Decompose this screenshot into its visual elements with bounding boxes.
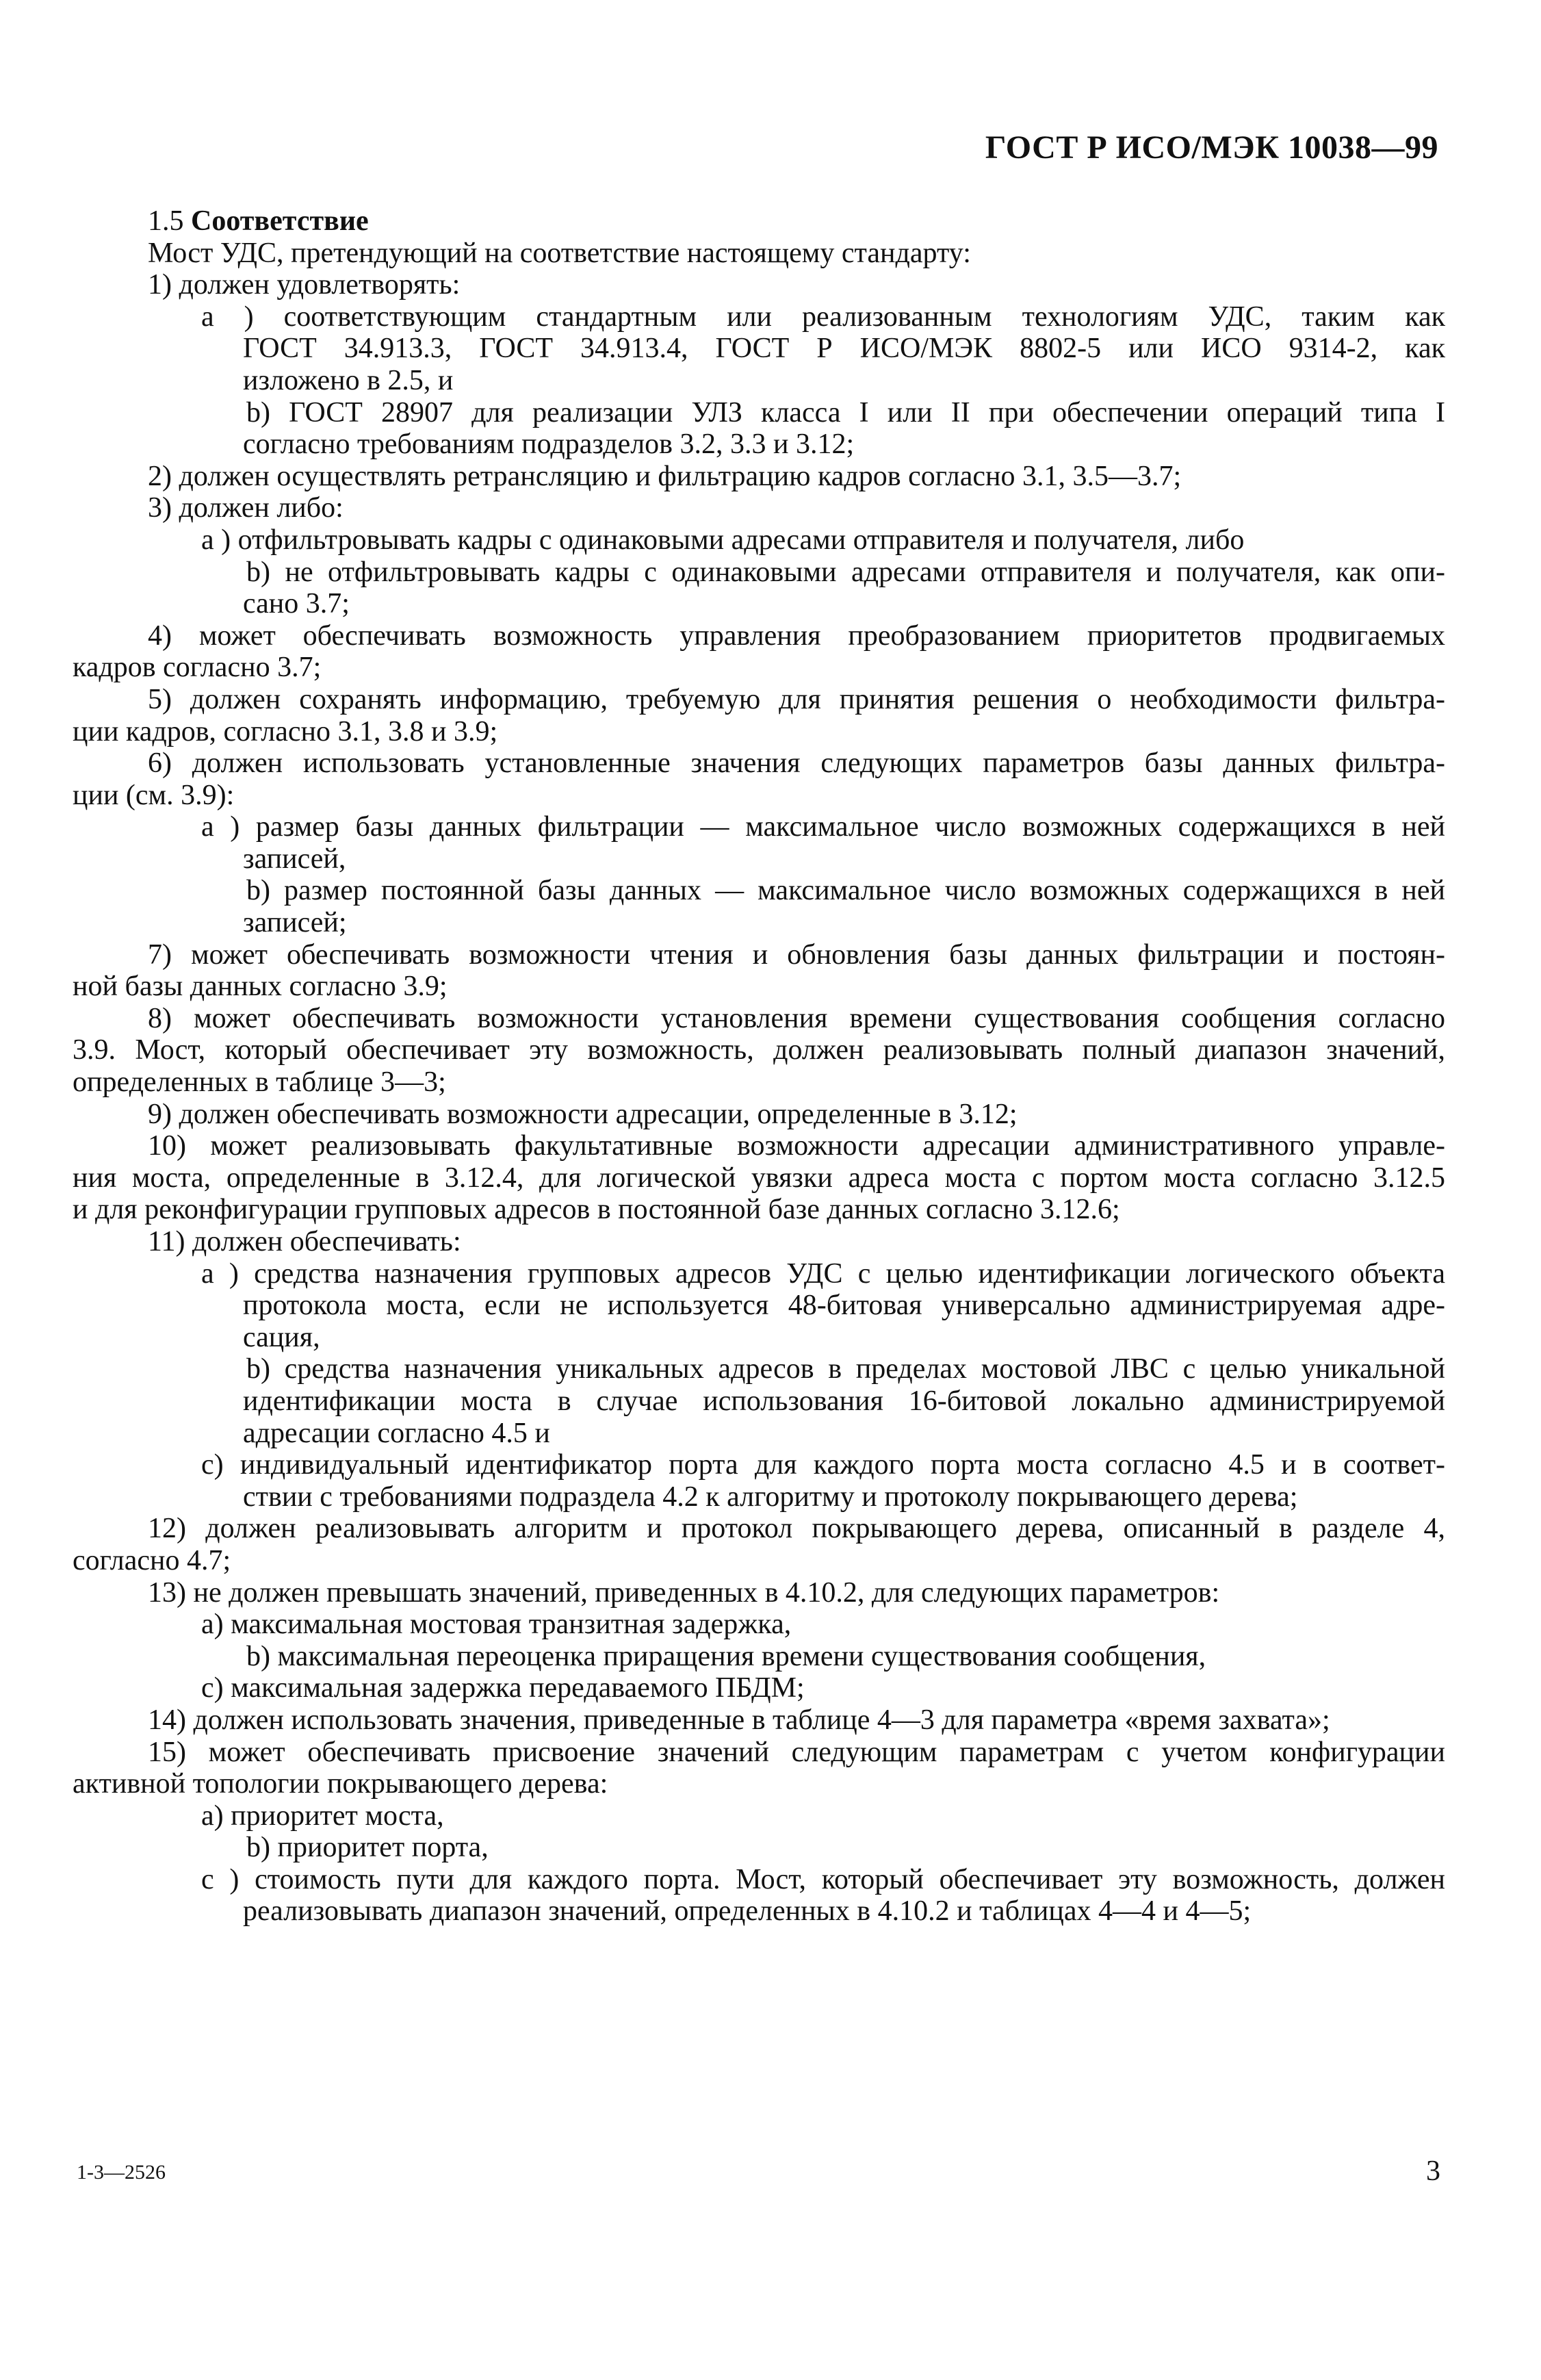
list-item: 11) должен обеспечивать: bbox=[148, 1226, 461, 1257]
section-heading bbox=[73, 205, 1445, 238]
list-item: 3) должен либо: bbox=[148, 492, 344, 524]
sub-list-item: b) ГОСТ 28907 для реализации УЛЗ класса I или II при обеспечении операций типа I bbox=[246, 396, 1445, 428]
list-item-continuation: и для реконфигурации групповых адресов в постоянной базе данных согласно 3.12.6; bbox=[73, 1194, 1120, 1226]
list-item: 8) может обеспечивать возможности установления времени существования сообщения согласно bbox=[148, 1002, 1445, 1034]
list-item-continuation: активной топологии покрывающего дерева: bbox=[73, 1768, 608, 1800]
sub-list-item: а ) размер базы данных фильтрации — максимальное число возможных содержащихся в ней bbox=[201, 811, 1445, 843]
sub-list-item-continuation: изложено в 2.5, и bbox=[243, 364, 454, 396]
list-item: 12) должен реализовывать алгоритм и протокол покрывающего дерева, описанный в разделе 4, bbox=[148, 1513, 1445, 1545]
sub-list-item-continuation: адресации согласно 4.5 и bbox=[243, 1417, 550, 1449]
list-item: 2) должен осуществлять ретрансляцию и фильтрацию кадров согласно 3.1, 3.5—3.7; bbox=[148, 460, 1182, 492]
list-item-continuation: ния моста, определенные в 3.12.4, для логической увязки адреса моста с портом моста согласно 3.12.5 bbox=[73, 1162, 1445, 1194]
list-item: 13) не должен превышать значений, приведенных в 4.10.2, для следующих параметров: bbox=[148, 1576, 1220, 1609]
sub-list-item-continuation: сано 3.7; bbox=[243, 588, 350, 620]
list-item-continuation: ции (см. 3.9): bbox=[73, 779, 235, 811]
sub-list-item-continuation: ГОСТ 34.913.3, ГОСТ 34.913.4, ГОСТ Р ИСО/МЭК 8802-5 или ИСО 9314-2, как bbox=[243, 333, 1445, 365]
paragraph-line: Мост УДС, претендующий на соответствие настоящему стандарту: bbox=[148, 237, 971, 269]
sub-list-item: с ) стоимость пути для каждого порта. Мост, который обеспечивает эту возможность, должен bbox=[201, 1863, 1445, 1895]
sub-list-item-continuation: протокола моста, если не используется 48-битовая универсально администрируемая адре- bbox=[243, 1290, 1445, 1322]
sub-list-item-continuation: идентификации моста в случае использования 16-битовой локально администрируемой bbox=[243, 1385, 1445, 1417]
sub-list-item-continuation: записей, bbox=[243, 843, 346, 875]
list-item-continuation: кадров согласно 3.7; bbox=[73, 652, 322, 684]
list-item: 4) может обеспечивать возможность управления преобразованием приоритетов продвигаемых bbox=[148, 619, 1445, 652]
sub-list-item: а ) средства назначения групповых адресов УДС с целью идентификации логического объекта bbox=[201, 1257, 1445, 1290]
list-item: 14) должен использовать значения, приведенные в таблице 4—3 для параметра «время захвата»; bbox=[148, 1704, 1330, 1736]
list-item-continuation: согласно 4.7; bbox=[73, 1544, 231, 1576]
list-item: 15) может обеспечивать присвоение значений следующим параметрам с учетом конфигурации bbox=[148, 1736, 1445, 1768]
sub-list-item-continuation: сация, bbox=[243, 1321, 320, 1353]
sub-list-item: b) не отфильтровывать кадры с одинаковыми адресами отправителя и получателя, как опи- bbox=[246, 556, 1445, 588]
list-item: 6) должен использовать установленные значения следующих параметров базы данных фильтра- bbox=[148, 747, 1445, 780]
sub-list-item: а) приоритет моста, bbox=[201, 1800, 444, 1832]
list-item: 10) может реализовывать факультативные возможности адресации административного управле- bbox=[148, 1130, 1445, 1162]
list-item: 1) должен удовлетворять: bbox=[148, 269, 461, 301]
sub-list-item: с) максимальная задержка передаваемого ПБДМ; bbox=[201, 1672, 805, 1704]
sub-list-item: а ) отфильтровывать кадры с одинаковыми адресами отправителя и получателя, либо bbox=[201, 524, 1245, 556]
list-item-continuation: ной базы данных согласно 3.9; bbox=[73, 971, 448, 1003]
section-title: Соответствие bbox=[191, 205, 369, 237]
list-item: 7) может обеспечивать возможности чтения и обновления базы данных фильтрации и постоян- bbox=[148, 938, 1445, 971]
document-code-header: ГОСТ Р ИСО/МЭК 10038—99 bbox=[985, 129, 1438, 166]
sub-list-item: b) размер постоянной базы данных — максимальное число возможных содержащихся в ней bbox=[246, 875, 1445, 907]
list-item-continuation: определенных в таблице 3—3; bbox=[73, 1066, 446, 1099]
section-number: 1.5 bbox=[148, 205, 184, 237]
sub-list-item-continuation: реализовывать диапазон значений, определенных в 4.10.2 и таблицах 4—4 и 4—5; bbox=[243, 1895, 1252, 1928]
list-item-continuation: ции кадров, согласно 3.1, 3.8 и 3.9; bbox=[73, 715, 498, 747]
sub-list-item: а) максимальная мостовая транзитная задержка, bbox=[201, 1609, 792, 1641]
list-item-continuation: 3.9. Мост, который обеспечивает эту возможность, должен реализовывать полный диапазон значений, bbox=[73, 1034, 1445, 1066]
sub-list-item: а ) соответствующим стандартным или реализованным технологиям УДС, таким как bbox=[201, 300, 1445, 333]
sub-list-item: с) индивидуальный идентификатор порта для каждого порта моста согласно 4.5 и в соответ- bbox=[201, 1449, 1445, 1481]
sub-list-item: b) приоритет порта, bbox=[246, 1832, 489, 1864]
sub-list-item-continuation: ствии с требованиями подраздела 4.2 к алгоритму и протоколу покрывающего дерева; bbox=[243, 1481, 1298, 1513]
page-number: 3 bbox=[1426, 2155, 1440, 2187]
list-item: 9) должен обеспечивать возможности адресации, определенные в 3.12; bbox=[148, 1098, 1018, 1130]
print-code: 1-3—2526 bbox=[77, 2161, 166, 2184]
sub-list-item-continuation: записей; bbox=[243, 907, 347, 939]
sub-list-item-continuation: согласно требованиям подразделов 3.2, 3.3 и 3.12; bbox=[243, 428, 855, 461]
list-item: 5) должен сохранять информацию, требуемую для принятия решения о необходимости фильтра- bbox=[148, 683, 1445, 715]
sub-list-item: b) максимальная переоценка приращения времени существования сообщения, bbox=[246, 1640, 1206, 1672]
document-body bbox=[73, 205, 1445, 1928]
sub-list-item: b) средства назначения уникальных адресов в пределах мостовой ЛВС с целью уникальной bbox=[246, 1353, 1445, 1385]
